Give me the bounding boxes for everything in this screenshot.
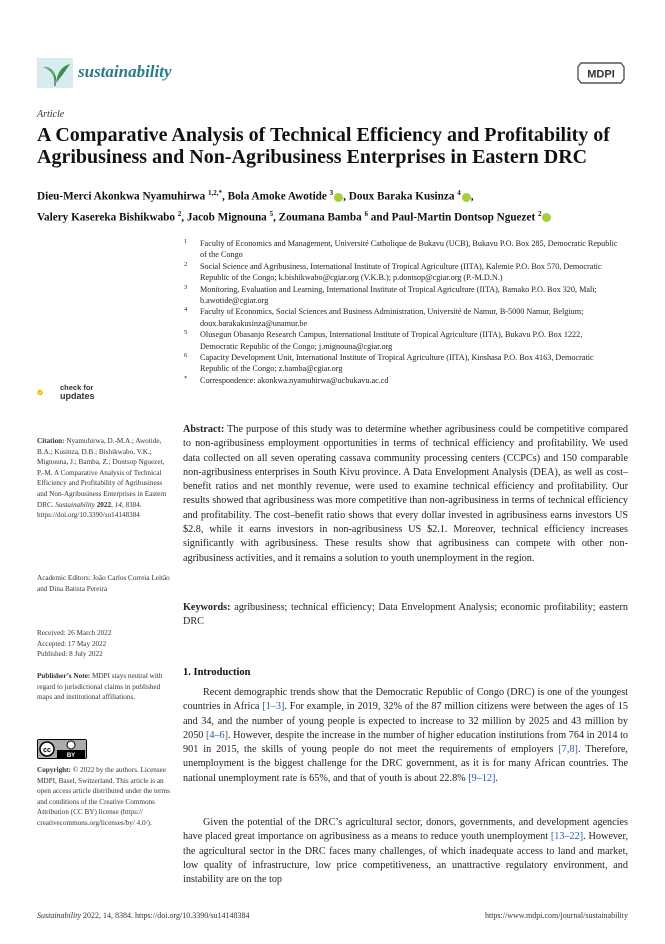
- citation-volume: 14: [114, 500, 122, 509]
- affiliation-item: [180, 329, 620, 352]
- affiliation-text: Olusegun Obasanjo Research Campus, International Institute of Tropical Agriculture (IITA), Bukavu P.O. Box 1222, Democratic Republic of the Congo; j.mignouna@cgiar.org: [200, 330, 583, 351]
- paragraph-text: .: [495, 772, 498, 784]
- cc-by-license-badge[interactable]: [37, 739, 87, 759]
- affiliation-number: 1: [184, 238, 188, 245]
- author-affiliation-number: 4: [457, 189, 461, 197]
- page-header: [0, 0, 665, 100]
- citation-year: 2022: [96, 500, 112, 509]
- citation-text: Nyamuhirwa, D.-M.A.; Awotide, B.A.; Kusinza, D.B.; Bishikwabo, V.K.; Mignouna, J.; Bamba, Z.; Dontsop Nguezet, P.-M. A Comparative Analysis of Technical Efficiency and Profitability of Agribusiness and Non-Agribusiness Enterprises in Eastern DRC.: [37, 437, 167, 509]
- intro-paragraph-1: [183, 686, 628, 786]
- citation-block: Citation: Nyamuhirwa, D.-M.A.; Awotide, B.A.; Kusinza, D.B.; Bishikwabo, V.K.; Mignouna, J.; Bamba, Z.; Dontsop Nguezet, P.-M. A Comparative Analysis of Technical Efficiency and Profitability of Agribusiness and Non-Agribusiness Enterprises in Eastern DRC. Sustainability 2022, 14, 8384. https://doi.org/10.3390/su14148384: [37, 437, 167, 520]
- affiliation-text: Faculty of Economics, Social Sciences and Business Administration, Université de Namur, B-5000 Namur, Belgium; doux.barakakusinza@unamur.be: [200, 307, 584, 328]
- svg-text:cc: cc: [43, 747, 51, 754]
- author-name: Zoumana Bamba: [278, 211, 362, 224]
- journal-name[interactable]: sustainability: [78, 62, 172, 81]
- author-affiliation-number: 6: [364, 209, 368, 218]
- author-name: Doux Baraka Kusinza: [348, 190, 455, 203]
- keywords-text: agribusiness; technical efficiency; Data Envelopment Analysis; economic profitability; eastern DRC: [183, 602, 629, 628]
- dates-block: [37, 628, 172, 660]
- keywords-label: Keywords:: [183, 602, 231, 613]
- check-for-updates-icon[interactable]: [37, 382, 59, 404]
- orcid-icon[interactable]: [334, 193, 343, 202]
- affiliation-item: [180, 306, 620, 329]
- author-conjunction: and: [367, 211, 392, 224]
- author-name: Jacob Mignouna: [186, 211, 267, 224]
- citation-journal: Sustainability: [55, 500, 95, 509]
- affiliation-text: Social Science and Agribusiness, International Institute of Tropical Agriculture (IITA), Kalemie P.O. Box 570, Democratic Republic of the Congo; k.bishikwabo@cgiar.org (V.K.B.); p.dontsop@cgiar.org (P.-M.D.N.): [200, 261, 602, 283]
- published-date: Published: 8 July 2022: [37, 650, 103, 659]
- affiliation-item: [180, 284, 620, 307]
- accepted-date: Accepted: 17 May 2022: [37, 639, 107, 648]
- affiliation-number: 3: [184, 283, 188, 291]
- affiliation-item: [180, 352, 620, 375]
- mdpi-logo[interactable]: [577, 62, 625, 84]
- sustainability-leaf-icon: [37, 58, 73, 88]
- affiliation-number: 2: [184, 260, 188, 268]
- intro-paragraph-2: [183, 816, 628, 887]
- affiliation-text: Correspondence: akonkwa.nyamuhirwa@ucbukavu.ac.cd: [200, 375, 389, 385]
- citation-label: Citation:: [37, 437, 65, 445]
- reference-link[interactable]: [9–12]: [468, 772, 496, 784]
- author-line-2: Valery Kasereka Bishikwabo $^2$, Jacob Mignouna $^5$, Zoumana Bamba $^6$ and Paul-Martin Dontsop Nguezet $^2$: [37, 206, 637, 227]
- author-affiliation-number: 1,2,*: [208, 189, 223, 197]
- abstract-label: Abstract:: [183, 424, 225, 435]
- affiliation-number: *: [184, 374, 188, 382]
- section-heading-introduction: 1. Introduction: [183, 667, 251, 678]
- keywords: [183, 601, 628, 630]
- affiliation-text: Faculty of Economics and Management, Université Catholique de Bukavu (UCB), Bukavu P.O. Box 285, Democratic Republic of the Congo: [200, 239, 618, 260]
- affiliation-item: [180, 375, 620, 386]
- author-affiliation-number: 2: [177, 209, 182, 218]
- publisher-name: MDPI: [587, 68, 615, 81]
- orcid-icon[interactable]: [462, 193, 471, 202]
- affiliation-item: [180, 261, 620, 284]
- footer-journal-url[interactable]: https://www.mdpi.com/journal/sustainability: [484, 911, 628, 920]
- reference-link[interactable]: [1–3]: [262, 701, 285, 713]
- paragraph-text: . Therefore, unemployment is the biggest challenge for the DRC government, as it is for many African countries. The national unemployment rate is 65%, and that of youth is about 22.8%: [183, 744, 628, 784]
- abstract-text: The purpose of this study was to determine whether agribusiness could be competitive compared to non-agribusiness employment opportunities in terms of technical efficiency and profitability. We used data collected on all seven operating cassava community processing centers (CCPCs) and 150 comparable non-agribusiness enterprises in South Kivu province. A Data Envelopment Analysis (DEA), as well as cost–benefit ratios and net monthly revenue, were used to examine technical efficiency and profitability. Our results showed that agribusiness was more competitive than non-agribusiness in terms of technical efficiency and profitability. The cost–benefit ratio shows that every dollar invested in agribusiness earns investors US $2.8, while it earns investors in non-agribusiness US $2.1. Moreover, technical efficiency increases significantly with agribusiness. These results show that agribusiness can compete with other non-agribusiness activities, and it remains a solution to youth unemployment in the region.: [183, 424, 628, 564]
- paragraph-text: Given the potential of the DRC’s agricultural sector, donors, governments, and development agencies have placed great importance on agribusiness as a means to reduce youth unemployment: [183, 817, 628, 843]
- check-for-updates-label[interactable]: check for updates: [60, 383, 95, 401]
- copyright-block: Copyright: © 2022 by the authors. Licensee MDPI, Basel, Switzerland. This article is an open access article distributed under the terms and conditions of the Creative Commons Attribution (CC BY) license (https:// creativecommons.org/licenses/by/ 4.0/).: [37, 766, 170, 827]
- author-name: Valery Kasereka Bishikwabo: [37, 211, 175, 224]
- publisher-note: Publisher’s Note: MDPI stays neutral with regard to jurisdictional claims in published maps and institutional affiliations.: [37, 672, 163, 702]
- academic-editors: Academic Editors: João Carlos Correia Leitão and Dina Batista Pereira: [37, 574, 170, 593]
- paragraph-text: . However, despite the increase in the number of higher education institutions from 764 in 2014 to 901 in 2015, the skills of young people do not meet the requirements of employers: [183, 729, 629, 756]
- affiliation-text: Capacity Development Unit, International Institute of Tropical Agriculture (IITA), Kinshasa P.O. Box 4163, Democratic Republic of the Congo; z.bamba@cgiar.org: [200, 353, 594, 374]
- reference-link[interactable]: [7,8]: [558, 744, 578, 756]
- author-name: Dieu-Merci Akonkwa Nyamuhirwa: [37, 190, 206, 203]
- affiliation-text: Monitoring, Evaluation and Learning, International Institute of Tropical Agriculture (IITA), Bamako P.O. Box 320, Mali; b.awotide@cgiar.org: [200, 284, 597, 306]
- received-date: Received: 26 March 2022: [37, 629, 112, 637]
- affiliation-number: 5: [184, 329, 188, 337]
- paragraph-text: . For example, in 2019, 32% of the 87 million citizens were between the ages of 15 and 34, and the number of young people is expected to increase to 32 million by 2025 and 43 million by 2050: [183, 701, 628, 741]
- creative-commons-icon: [38, 740, 86, 758]
- reference-link[interactable]: [13–22]: [550, 831, 584, 843]
- author-affiliation-number: 5: [269, 209, 274, 218]
- reference-link[interactable]: [4–6]: [205, 729, 229, 741]
- paragraph-text: . However, the agricultural sector in the DRC faces many challenges, of which inadequate access to land and market, low quality of infrastructure, low price competitiveness, an unattractive regulatory environment, and instability are on the top: [183, 831, 628, 886]
- paper-title: A Comparative Analysis of Technical Efficiency and Profitability of Agribusiness and Non-Agribusiness Enterprises in Eastern DRC: [37, 124, 610, 168]
- author-name: Bola Amoke Awotide: [227, 190, 327, 203]
- affiliation-item: [180, 238, 620, 261]
- article-type: Article: [37, 109, 65, 120]
- author-line-1: Dieu-Merci Akonkwa Nyamuhirwa $^{1,2,*}$, Bola Amoke Awotide $^3$ , Doux Baraka Kusinza $^4$ ,: [37, 189, 474, 203]
- footer-citation: Sustainability 2022, 14, 8384. https://doi.org/10.3390/su14148384: [37, 911, 250, 920]
- svg-text:BY: BY: [66, 753, 76, 758]
- affiliation-number: 4: [184, 306, 188, 314]
- author-affiliation-number: 2: [537, 209, 542, 218]
- affiliations: [180, 238, 620, 386]
- author-affiliation-number: 3: [329, 189, 334, 197]
- abstract: [183, 423, 628, 566]
- affiliation-number: 6: [184, 352, 188, 360]
- citation-pages: , 8384. https://doi.org/10.3390/su14148384: [37, 500, 142, 520]
- author-list: [37, 185, 637, 226]
- paragraph-text: Recent demographic trends show that the Democratic Republic of Congo (DRC) is one of the youngest countries in Africa: [183, 687, 628, 713]
- author-name: Paul-Martin Dontsop Nguezet: [391, 211, 536, 224]
- orcid-icon[interactable]: [542, 213, 551, 222]
